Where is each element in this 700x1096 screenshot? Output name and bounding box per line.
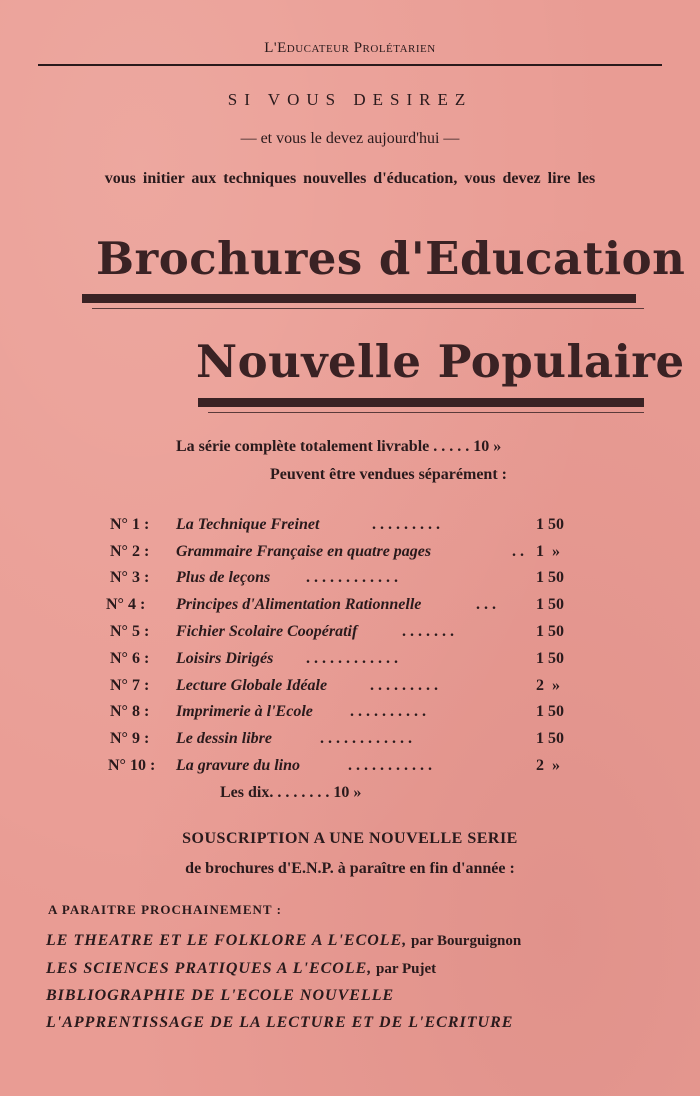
header-rule bbox=[38, 64, 662, 66]
brochure-leader-dots: . . . . . . . . . . bbox=[350, 703, 426, 720]
brochure-item bbox=[110, 569, 590, 593]
brochure-leader-dots: . . . . . . . . . . . . bbox=[306, 650, 398, 667]
brochure-price: 1 » bbox=[536, 543, 560, 560]
brochure-title: Lecture Globale Idéale bbox=[176, 677, 328, 694]
brochure-leader-dots: . . . . . . . . . . . . bbox=[306, 569, 398, 586]
subscription-text: de brochures d'E.N.P. à paraître en fin d'année : bbox=[185, 860, 515, 877]
brochure-item bbox=[106, 596, 590, 620]
brochure-price: 1 50 bbox=[536, 703, 564, 720]
forthcoming-author: par Pujet bbox=[372, 961, 437, 977]
forthcoming-title: BIBLIOGRAPHIE DE L'ECOLE NOUVELLE bbox=[46, 987, 395, 1004]
brochure-number: N° 4 : bbox=[106, 596, 146, 613]
brochure-title: Fichier Scolaire Coopératif bbox=[176, 623, 358, 640]
brochure-leader-dots: . . . . . . . . . bbox=[370, 677, 438, 694]
brochure-leader-dots: . . . . . . . . . . . . bbox=[320, 730, 412, 747]
brochure-title: Plus de leçons bbox=[176, 569, 271, 586]
brochure-price: 1 50 bbox=[536, 569, 564, 586]
brochure-number: N° 7 : bbox=[110, 677, 150, 694]
total-price: Les dix. . . . . . . . 10 » bbox=[220, 784, 362, 801]
title-underline-2 bbox=[198, 398, 644, 407]
brochure-leader-dots: . . . bbox=[476, 596, 496, 613]
title-underline-1 bbox=[82, 294, 636, 303]
brochure-title: Le dessin libre bbox=[176, 730, 272, 747]
forthcoming-title: LE THEATRE ET LE FOLKLORE A L'ECOLE, bbox=[46, 932, 408, 949]
brochure-title: La Technique Freinet bbox=[176, 516, 320, 533]
brochure-number: N° 6 : bbox=[110, 650, 150, 667]
intro-subline: — et vous le devez aujourd'hui — bbox=[240, 130, 460, 147]
brochure-price: 2 » bbox=[536, 677, 560, 694]
brochure-item bbox=[110, 623, 590, 647]
brochure-title: La gravure du lino bbox=[176, 757, 301, 774]
brochure-leader-dots: . . . . . . . . . bbox=[372, 516, 440, 533]
title-thin-rule-1 bbox=[92, 308, 644, 309]
brochure-leader-dots: . . . . . . . . . . . bbox=[348, 757, 432, 774]
intro-headline: SI VOUS DESIREZ bbox=[227, 90, 473, 109]
title-line-1: Brochures d'Education bbox=[96, 232, 686, 285]
title-line-2: Nouvelle Populaire bbox=[196, 335, 685, 388]
brochure-number: N° 2 : bbox=[110, 543, 150, 560]
brochure-item bbox=[110, 543, 590, 567]
forthcoming-label: A PARAITRE PROCHAINEMENT : bbox=[48, 902, 282, 917]
brochure-price: 1 50 bbox=[536, 650, 564, 667]
intro-text: vous initier aux techniques nouvelles d'éducation, vous devez lire les bbox=[104, 170, 596, 187]
brochure-item bbox=[110, 677, 590, 701]
brochure-price: 1 50 bbox=[536, 596, 564, 613]
brochure-price: 2 » bbox=[536, 757, 560, 774]
serie-sold-separately: Peuvent être vendues séparément : bbox=[270, 466, 507, 483]
brochure-price: 1 50 bbox=[536, 730, 564, 747]
brochure-item bbox=[110, 516, 590, 540]
brochure-number: N° 1 : bbox=[110, 516, 150, 533]
forthcoming-item bbox=[46, 1014, 513, 1032]
brochure-leader-dots: . . . . . . . bbox=[402, 623, 454, 640]
forthcoming-title: L'APPRENTISSAGE DE LA LECTURE ET DE L'ECRITURE bbox=[46, 1014, 514, 1031]
title-thin-rule-2 bbox=[208, 412, 644, 413]
forthcoming-author: par Bourguignon bbox=[407, 933, 522, 949]
brochure-item bbox=[110, 730, 590, 754]
brochure-item bbox=[110, 703, 590, 727]
brochure-title: Loisirs Dirigés bbox=[176, 650, 274, 667]
subscription-heading: SOUSCRIPTION A UNE NOUVELLE SERIE bbox=[182, 830, 518, 847]
brochure-number: N° 5 : bbox=[110, 623, 150, 640]
brochure-title: Principes d'Alimentation Rationnelle bbox=[176, 596, 422, 613]
brochure-leader-dots: . . bbox=[512, 543, 524, 560]
brochure-price: 1 50 bbox=[536, 623, 564, 640]
brochure-number: N° 3 : bbox=[110, 569, 150, 586]
brochure-title: Grammaire Française en quatre pages bbox=[176, 543, 432, 560]
forthcoming-item bbox=[46, 932, 521, 950]
brochure-number: N° 8 : bbox=[110, 703, 150, 720]
brochure-number: N° 9 : bbox=[110, 730, 150, 747]
brochure-item bbox=[110, 650, 590, 674]
brochure-item bbox=[110, 757, 590, 781]
brochure-price: 1 50 bbox=[536, 516, 564, 533]
forthcoming-item bbox=[46, 987, 394, 1005]
forthcoming-item bbox=[46, 960, 436, 978]
serie-complete-price: La série complète totalement livrable . . . . . 10 » bbox=[176, 438, 502, 455]
journal-header: L'Educateur Prolétarien bbox=[264, 40, 436, 56]
brochure-title: Imprimerie à l'Ecole bbox=[176, 703, 313, 720]
brochure-number: N° 10 : bbox=[108, 757, 156, 774]
forthcoming-title: LES SCIENCES PRATIQUES A L'ECOLE, bbox=[46, 960, 373, 977]
